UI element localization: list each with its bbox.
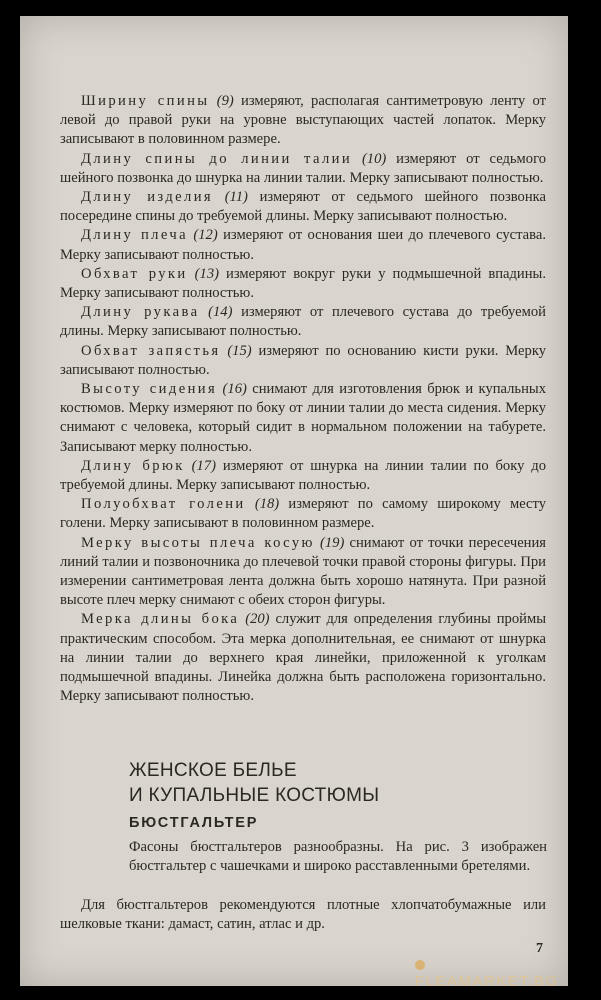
paragraph-back-length <box>60 150 546 188</box>
measure-number: (14) <box>208 304 233 321</box>
term: Мерка длины бока <box>81 611 240 628</box>
term: Мерку высоты плеча косую <box>81 534 315 551</box>
paragraph-text: снимают от точки пересечения линий талии и позвоночника до плечевой точки правой стороны фигуры. При измерении сантиметровая лента должна быть хорошо натянута. При разной высоте плеч мерку снимают с обеих сторон фигуры. <box>60 534 546 609</box>
paragraph-text: служит для определения глубины проймы практическим способом. Эта мерка дополнительная, ее снимают от шнурка на линии талии до верхнего края линейки, приложенной к уголкам подмышечной впадины. Линейка должна быть расположена горизонтально. Мерку записывают полностью. <box>60 611 547 705</box>
measure-number: (10) <box>361 150 387 167</box>
paragraph-text: измеряют вокруг руки у подмышечной впадины. Мерку записывают полностью. <box>60 265 546 302</box>
term: Длину изделия <box>81 189 214 206</box>
measure-number: (12) <box>193 227 218 244</box>
paragraph-wrist-girth <box>60 342 546 380</box>
watermark <box>415 956 568 990</box>
book-page <box>20 16 568 990</box>
measure-number: (9) <box>216 93 234 109</box>
term: Обхват руки <box>81 265 188 282</box>
paragraph-shoulder-length <box>60 226 546 264</box>
section-title-line: И КУПАЛЬНЫЕ КОСТЮМЫ <box>129 785 380 806</box>
paragraph-text: измеряют от основания шеи до плечевого сустава. Мерку записывают полностью. <box>60 227 546 263</box>
measure-number: (20) <box>245 611 270 628</box>
section-title-line: ЖЕНСКОЕ БЕЛЬЕ <box>129 760 297 781</box>
term: Ширину спины <box>81 93 210 109</box>
watermark-text: FLEAMARKET.BG <box>415 973 559 990</box>
page-number: 7 <box>536 941 543 956</box>
paragraph-text: измеряют от шнурка на линии талии по боку до требуемой длины. Мерку записывают полностью. <box>60 457 546 494</box>
paragraph-text: измеряют от седьмого шейного позвонка посередине спины до требуемой длины. Мерку записывают полностью. <box>60 189 546 225</box>
term: Полуобхват голени <box>81 496 246 513</box>
term: Длину брюк <box>81 457 185 474</box>
paragraph-text: измеряют, располагая сантиметровую ленту от левой до правой руки на уровне выступающих частей лопаток. Мерку записывают в половинном размере. <box>60 93 546 148</box>
paragraph-text: снимают для изготовления брюк и купальных костюмов. Мерку измеряют по боку от линии талии до места сидения. Мерку снимают с человека, который сидит в нормальном положении на табурете. Записывают мерку полностью. <box>60 381 547 455</box>
measure-number: (17) <box>191 457 216 474</box>
measure-number: (13) <box>194 265 219 282</box>
measure-number: (11) <box>224 189 248 206</box>
measurements-text <box>60 92 546 707</box>
term: Высоту сидения <box>81 381 218 398</box>
paragraph-garment-length <box>60 188 546 226</box>
term: Длину плеча <box>81 227 188 244</box>
paragraph-calf-half-girth <box>60 495 546 533</box>
paragraph-text: измеряют от плечевого сустава до требуемой длины. Мерку записывают полностью. <box>60 304 546 340</box>
paragraph-oblique-shoulder-height <box>60 534 546 611</box>
paragraph-text: измеряют по основанию кисти руки. Мерку записывают полностью. <box>60 342 546 378</box>
paragraph-side-length <box>60 610 546 706</box>
section-title <box>129 758 379 808</box>
subsection-title: БЮСТГАЛЬТЕР <box>129 815 259 831</box>
watermark-logo-icon <box>415 960 425 970</box>
measure-number: (18) <box>254 496 280 513</box>
measure-number: (16) <box>222 381 247 398</box>
paragraph-trouser-length <box>60 457 546 495</box>
intro-paragraph: Фасоны бюстгальтеров разнообразны. На рис. 3 изображен бюстгальтер с чашечками и широко расставленными бретелями. <box>129 839 547 874</box>
paragraph-sleeve-length <box>60 303 546 341</box>
measure-number: (19) <box>320 534 345 551</box>
term: Обхват запястья <box>81 342 221 359</box>
paragraph-text: измеряют от седьмого шейного позвонка до шнурка на линии талии. Мерку записывают полностью. <box>60 150 547 186</box>
paragraph-arm-girth <box>60 265 546 303</box>
fabric-paragraph: Для бюстгальтеров рекомендуются плотные хлопчатобумажные или шелковые ткани: дамаст, сатин, атлас и др. <box>60 897 546 932</box>
paragraph-seat-height <box>60 380 546 457</box>
paragraph-back-width <box>60 92 546 150</box>
measure-number: (15) <box>227 342 252 359</box>
paragraph-text: измеряют по самому широкому месту голени. Мерку записывают в половинном размере. <box>60 496 546 532</box>
term: Длину рукава <box>81 304 200 321</box>
term: Длину спины до линии талии <box>81 150 353 167</box>
